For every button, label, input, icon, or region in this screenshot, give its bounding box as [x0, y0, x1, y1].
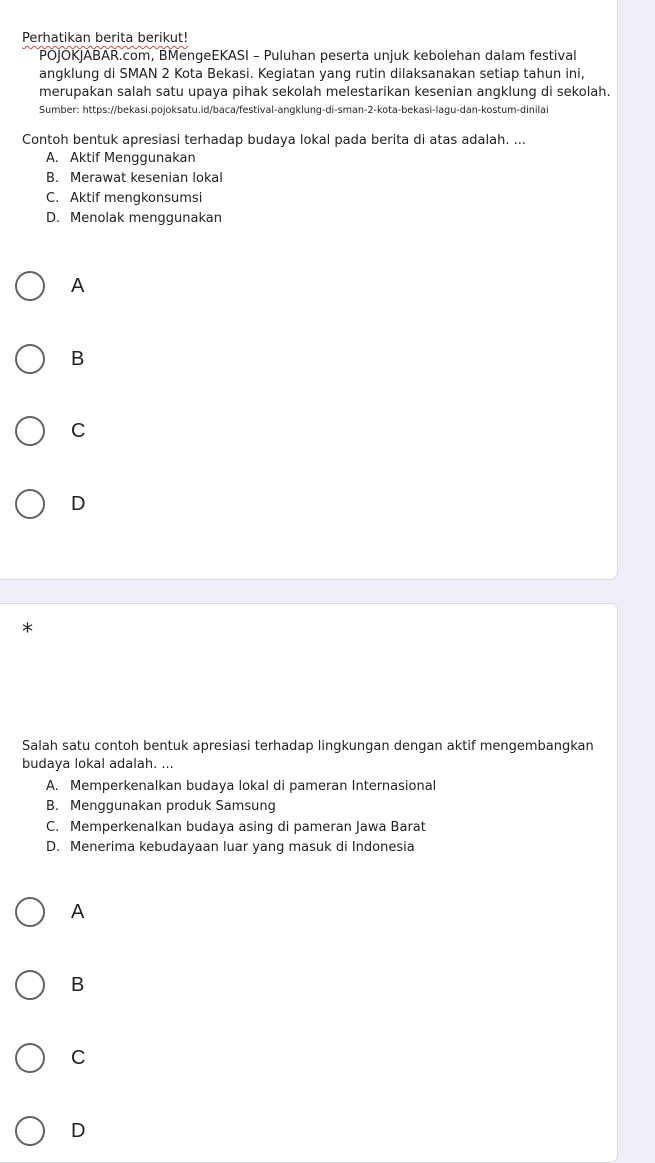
choice-label: B [71, 347, 85, 370]
choice-label: D [71, 492, 86, 515]
news-line-2: angklung di SMAN 2 Kota Bekasi. Kegiatan yang rutin dilaksanakan setiap tahun ini, [39, 67, 585, 82]
radio-button[interactable] [15, 1043, 45, 1073]
option-c-text: C. Aktif mengkonsumsi [46, 191, 203, 206]
choice-label: A [71, 274, 85, 297]
question-2-line-2: budaya lokal adalah. ... [22, 757, 174, 772]
required-mark: * [22, 620, 33, 645]
question-1-text: Contoh bentuk apresiasi terhadap budaya lokal pada berita di atas adalah. ... [22, 133, 526, 148]
choice-d[interactable] [15, 486, 85, 522]
choice-c[interactable] [15, 413, 85, 449]
question-2-line-1: Salah satu contoh bentuk apresiasi terhadap lingkungan dengan aktif mengembangkan [22, 739, 594, 754]
option-b-text: B. Merawat kesenian lokal [46, 171, 223, 186]
choice-a[interactable] [15, 894, 84, 930]
news-source: Sumber: https://bekasi.pojoksatu.id/baca/festival-angklung-di-sman-2-kota-bekasi-lagu-dan-kostum-dinilai [39, 105, 549, 116]
news-line-3: merupakan salah satu upaya pihak sekolah melestarikan kesenian angklung di sekolah. [39, 85, 611, 100]
choice-b[interactable] [15, 967, 84, 1003]
choice-label: C [71, 1046, 86, 1069]
option-d-text: D. Menerima kebudayaan luar yang masuk di Indonesia [46, 840, 415, 855]
radio-button[interactable] [15, 1116, 45, 1146]
question-1-intro: Perhatikan berita berikut! [22, 31, 189, 46]
choice-a[interactable] [15, 268, 84, 304]
option-d-text: D. Menolak menggunakan [46, 211, 223, 226]
option-b-text: B. Menggunakan produk Samsung [46, 799, 276, 814]
choice-label: A [71, 900, 85, 923]
choice-label: D [71, 1119, 86, 1142]
choice-d[interactable] [15, 1113, 85, 1149]
radio-button[interactable] [15, 489, 45, 519]
choice-label: B [71, 973, 85, 996]
question-card-2 [0, 603, 618, 1163]
news-line-1: POJOKJABAR.com, BMengeEKASI – Puluhan peserta unjuk kebolehan dalam festival [39, 49, 577, 64]
option-a-text: A. Aktif Menggunakan [46, 151, 196, 166]
choice-c[interactable] [15, 1040, 85, 1076]
choice-label: C [71, 419, 86, 442]
radio-button[interactable] [15, 970, 45, 1000]
radio-button[interactable] [15, 344, 45, 374]
radio-button[interactable] [15, 271, 45, 301]
radio-button[interactable] [15, 416, 45, 446]
radio-button[interactable] [15, 897, 45, 927]
option-c-text: C. Memperkenalkan budaya asing di pameran Jawa Barat [46, 820, 426, 835]
option-a-text: A. Memperkenalkan budaya lokal di pameran Internasional [46, 779, 437, 794]
question-card-1 [0, 0, 618, 580]
choice-b[interactable] [15, 341, 84, 377]
